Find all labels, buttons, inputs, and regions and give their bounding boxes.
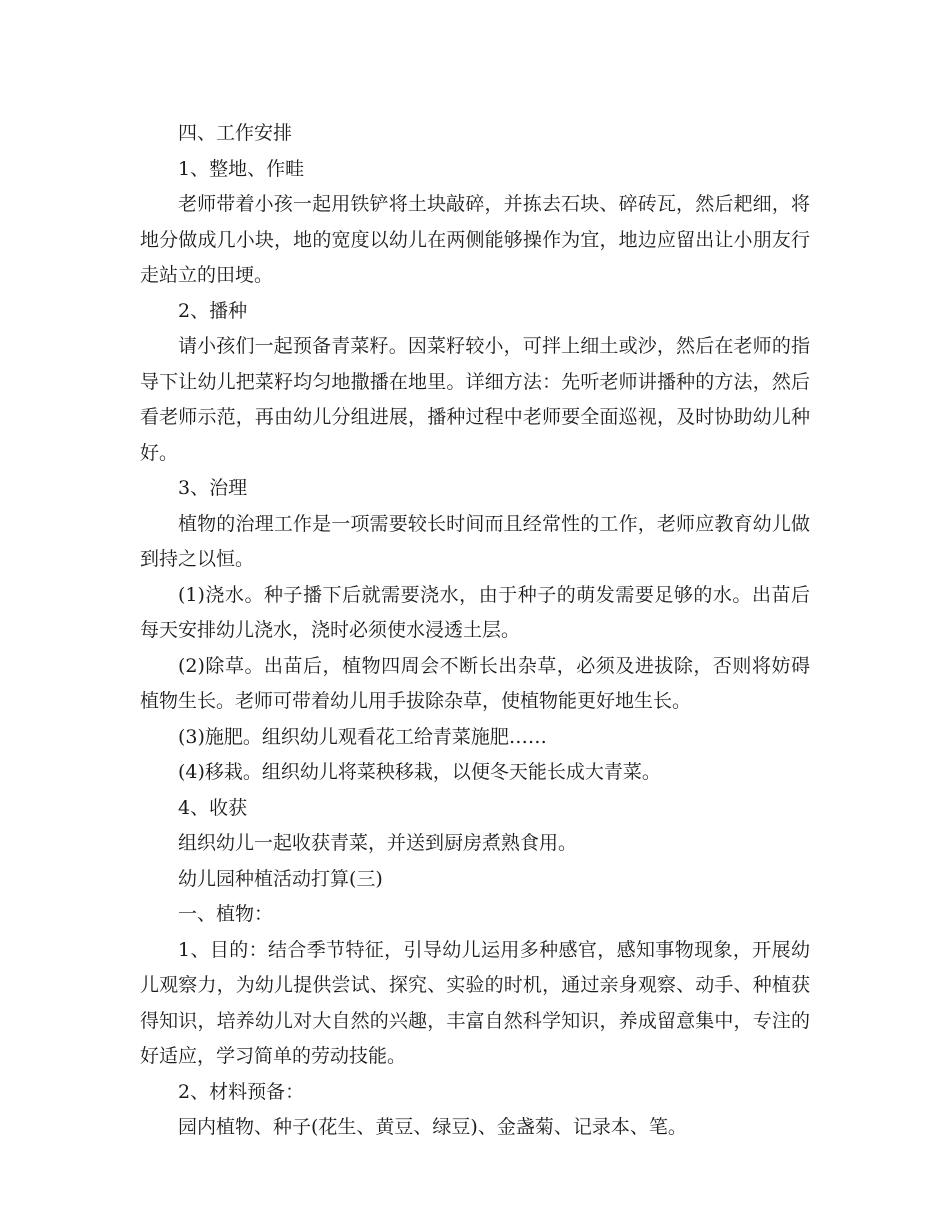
paragraph-purpose: 1、目的：结合季节特征，引导幼儿运用多种感官，感知事物现象，开展幼儿观察力，为幼儿提供尝试、探究、实验的时机，通过亲身观察、动手、种植获得知识，培养幼儿对大自然的兴趣，丰富自然科学知识，养成留意集中，专注的好适应，学习简单的劳动技能。 — [140, 938, 810, 1067]
paragraph-watering: (1)浇水。种子播下后就需要浇水，由于种子的萌发需要足够的水。出苗后每天安排幼儿浇水，浇时必须使水浸透土层。 — [140, 583, 810, 641]
section-heading-plants: 一、植物： — [178, 903, 274, 925]
paragraph-transplanting: (4)移栽。组织幼儿将菜秧移栽，以便冬天能长成大青菜。 — [178, 761, 661, 783]
paragraph-sowing: 请小孩们一起预备青菜籽。因菜籽较小，可拌上细土或沙，然后在老师的指导下让幼儿把菜籽均匀地撒播在地里。详细方法：先听老师讲播种的方法，然后看老师示范，再由幼儿分组进展，播种过程中老师要全面巡视，及时协助幼儿种好。 — [140, 335, 810, 464]
document-body — [140, 116, 810, 1146]
paragraph-land-prep: 老师带着小孩一起用铁铲将土块敲碎，并拣去石块、碎砖瓦，然后耙细，将地分做成几小块，地的宽度以幼儿在两侧能够操作为宜，地边应留出让小朋友行走站立的田埂。 — [140, 193, 810, 286]
paragraph-management: 植物的治理工作是一项需要较长时间而且经常性的工作，老师应教育幼儿做到持之以恒。 — [140, 512, 810, 570]
subheading-materials: 2、材料预备： — [178, 1080, 305, 1103]
section-heading-work-arrangement: 四、工作安排 — [178, 122, 293, 144]
section-title-plan-three: 幼儿园种植活动打算(三) — [178, 867, 383, 890]
paragraph-harvest: 组织幼儿一起收获青菜，并送到厨房煮熟食用。 — [178, 832, 578, 854]
subheading-land-prep: 1、整地、作畦 — [178, 157, 305, 180]
paragraph-weeding: (2)除草。出苗后，植物四周会不断长出杂草，必须及进拔除，否则将妨碍植物生长。老师可带着幼儿用手拔除杂草，使植物能更好地生长。 — [140, 654, 810, 712]
subheading-harvest: 4、收获 — [178, 796, 248, 819]
subheading-sowing: 2、播种 — [178, 299, 248, 322]
subheading-management: 3、治理 — [178, 477, 248, 499]
paragraph-fertilizing: (3)施肥。组织幼儿观看花工给青菜施肥…… — [178, 725, 547, 748]
paragraph-materials: 园内植物、种子(花生、黄豆、绿豆)、金盏菊、记录本、笔。 — [178, 1116, 687, 1138]
